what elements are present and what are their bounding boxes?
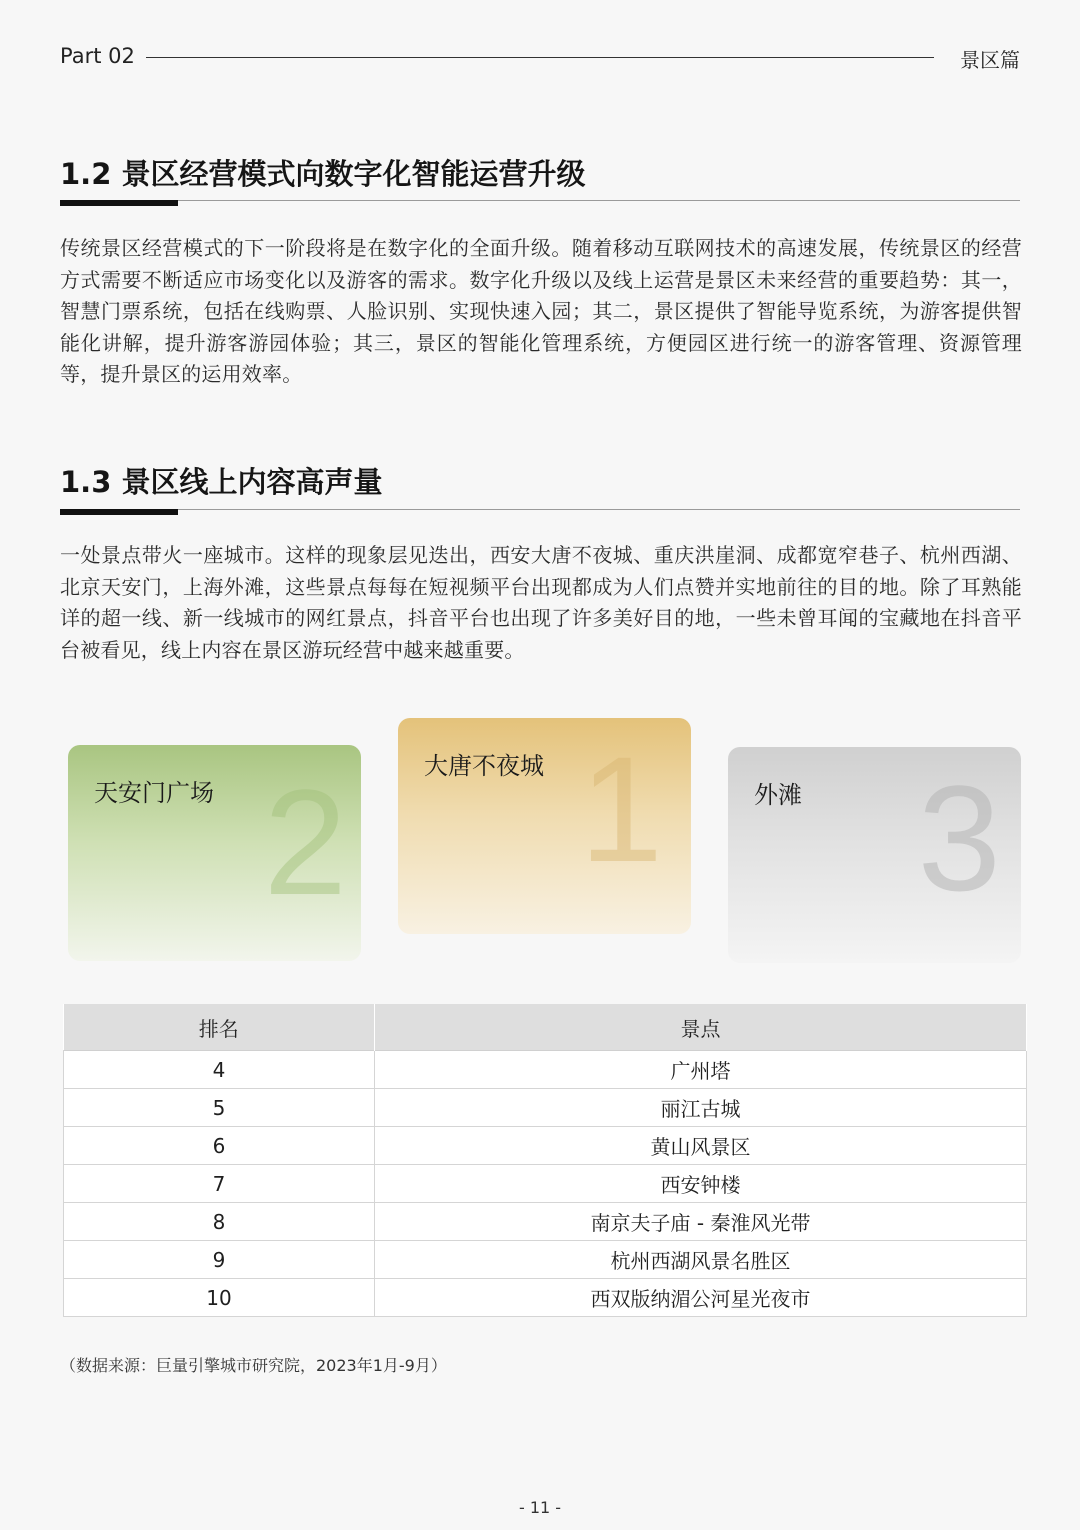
section-1-3-accent-bar [60, 509, 178, 515]
table-row [64, 1089, 1027, 1127]
podium-rank-number: 1 [579, 725, 663, 893]
ranking-table [63, 1004, 1027, 1317]
table-row [64, 1051, 1027, 1089]
table-row [64, 1203, 1027, 1241]
rank-cell: 4 [64, 1051, 375, 1089]
table-header-row [64, 1004, 1027, 1051]
table-row [64, 1241, 1027, 1279]
podium-card-rank-3 [728, 747, 1021, 963]
attraction-cell: 西双版纳湄公河星光夜市 [375, 1279, 1027, 1317]
section-1-2-rule [60, 200, 1020, 201]
table-row [64, 1165, 1027, 1203]
podium-rank-number: 2 [263, 758, 347, 926]
header-divider [146, 57, 934, 58]
rank-cell: 6 [64, 1127, 375, 1165]
part-label: Part 02 [60, 44, 135, 68]
rank-cell: 7 [64, 1165, 375, 1203]
attraction-cell: 南京夫子庙 - 秦淮风光带 [375, 1203, 1027, 1241]
rank-cell: 10 [64, 1279, 375, 1317]
table-row [64, 1279, 1027, 1317]
page-number: - 11 - [518, 1498, 562, 1517]
attraction-cell: 广州塔 [375, 1051, 1027, 1089]
section-1-3-rule [60, 509, 1020, 510]
section-1-2-body: 传统景区经营模式的下一阶段将是在数字化的全面升级。随着移动互联网技术的高速发展，传统景区的经营方式需要不断适应市场变化以及游客的需求。数字化升级以及线上运营是景区未来经营的重要趋势：其一，智慧门票系统，包括在线购票、人脸识别、实现快速入园；其二，景区提供了智能导览系统，为游客提供智能化讲解，提升游客游园体验；其三，景区的智能化管理系统，方便园区进行统一的游客管理、资源管理等，提升景区的运用效率。 [60, 236, 1022, 386]
page-header [60, 40, 1020, 76]
attraction-cell: 西安钟楼 [375, 1165, 1027, 1203]
podium-attraction-name: 大唐不夜城 [424, 752, 544, 780]
section-label: 景区篇 [960, 48, 1020, 72]
column-header-rank: 排名 [64, 1004, 375, 1051]
data-source-note: （数据来源：巨量引擎城市研究院，2023年1月-9月） [60, 1356, 447, 1375]
attraction-cell: 丽江古城 [375, 1089, 1027, 1127]
section-1-2-title: 1.2 景区经营模式向数字化智能运营升级 [60, 157, 586, 191]
podium-attraction-name: 外滩 [754, 781, 802, 809]
attraction-cell: 杭州西湖风景名胜区 [375, 1241, 1027, 1279]
section-1-3-body: 一处景点带火一座城市。这样的现象层见迭出，西安大唐不夜城、重庆洪崖洞、成都宽窄巷子、杭州西湖、北京天安门，上海外滩，这些景点每每在短视频平台出现都成为人们点赞并实地前往的目的地。除了耳熟能详的超一线、新一线城市的网红景点，抖音平台也出现了许多美好目的地，一些未曾耳闻的宝藏地在抖音平台被看见，线上内容在景区游玩经营中越来越重要。 [60, 543, 1022, 662]
section-1-2-accent-bar [60, 200, 178, 206]
podium-rank-number: 3 [917, 754, 1001, 922]
section-1-3-title: 1.3 景区线上内容高声量 [60, 465, 383, 499]
podium-card-rank-1 [398, 718, 691, 934]
rank-cell: 5 [64, 1089, 375, 1127]
column-header-attraction: 景点 [375, 1004, 1027, 1051]
podium-attraction-name: 天安门广场 [94, 779, 214, 807]
rank-cell: 9 [64, 1241, 375, 1279]
podium-card-rank-2 [68, 745, 361, 961]
table-row [64, 1127, 1027, 1165]
attraction-cell: 黄山风景区 [375, 1127, 1027, 1165]
rank-cell: 8 [64, 1203, 375, 1241]
